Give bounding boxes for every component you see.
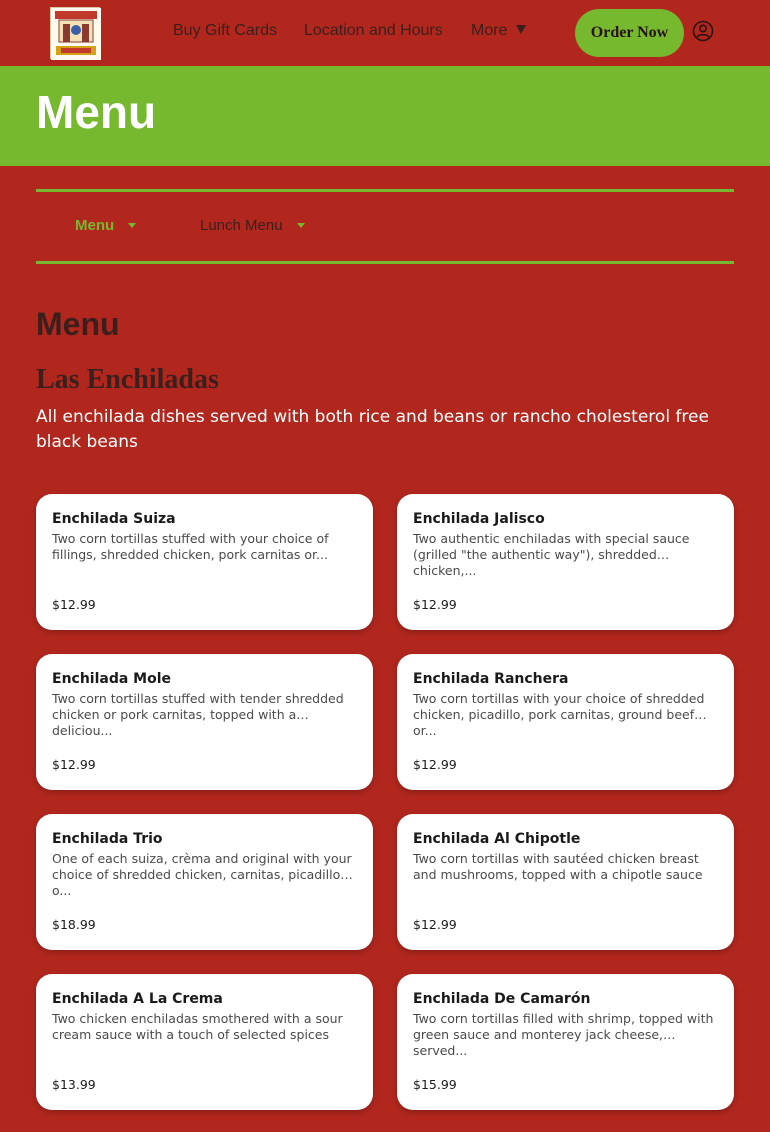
menu-item-description: Two corn tortillas stuffed with tender shredded chicken or pork carnitas, topped with a deliciou... [52,691,344,738]
order-now-button[interactable]: Order Now [575,9,684,57]
menu-item-name: Enchilada Trio [52,831,163,847]
menu-item-name: Enchilada De Camarón [413,991,591,1007]
page-title: Menu [36,86,157,138]
page-hero-banner [0,66,770,166]
menu-item-name: Enchilada Suiza [52,511,176,527]
chevron-down-icon[interactable] [516,25,526,34]
menu-item-description: Two chicken enchiladas smothered with a sour cream sauce with a touch of selected spices [52,1011,343,1042]
tab-menu[interactable] [75,217,136,234]
menu-item-description: Two corn tortillas filled with shrimp, topped with green sauce and monterey jack cheese, served... [413,1011,714,1058]
menu-item-card[interactable] [36,814,373,950]
menu-item-description: Two authentic enchiladas with special sauce (grilled "the authentic way"), shredded chicken,... [413,531,690,578]
menu-item-price: $18.99 [52,917,96,932]
menu-section-title: Menu [36,306,120,342]
menu-item-price: $13.99 [52,1077,96,1092]
caret-down-icon [128,223,136,228]
menu-item-name: Enchilada Jalisco [413,511,545,527]
menu-item-description: Two corn tortillas with your choice of shredded chicken, picadillo, pork carnitas, ground beef or... [413,691,705,738]
menu-item-price: $12.99 [413,917,457,932]
caret-down-icon [297,223,305,228]
category-description: All enchilada dishes served with both rice and beans or rancho cholesterol free black beans [36,407,709,452]
menu-item-card[interactable] [397,814,734,950]
menu-item-description: Two corn tortillas stuffed with your choice of fillings, shredded chicken, pork carnitas or... [52,531,329,562]
user-circle-icon[interactable] [692,20,714,42]
menu-tabs [36,189,734,264]
top-navigation-bar [0,0,770,66]
menu-item-card[interactable] [397,494,734,630]
menu-item-name: Enchilada Al Chipotle [413,831,581,847]
category-title: Las Enchiladas [36,364,219,395]
menu-item-description: One of each suiza, crèma and original with your choice of shredded chicken, carnitas, picadillo o... [52,851,352,898]
menu-item-card[interactable] [36,974,373,1110]
menu-item-price: $12.99 [52,757,96,772]
menu-item-card[interactable] [36,654,373,790]
menu-item-price: $12.99 [413,757,457,772]
restaurant-logo[interactable] [50,7,100,59]
tab-lunch-menu[interactable] [200,217,305,234]
menu-items-grid [36,494,734,1110]
menu-item-card[interactable] [397,974,734,1110]
nav-buy-gift-cards[interactable]: Buy Gift Cards [173,22,278,39]
menu-item-name: Enchilada A La Crema [52,991,223,1007]
menu-item-description: Two corn tortillas with sautéed chicken breast and mushrooms, topped with a chipotle sauce [413,851,703,882]
menu-item-price: $12.99 [413,597,457,612]
nav-location-and-hours[interactable]: Location and Hours [304,22,443,39]
nav-more[interactable]: More [471,22,508,39]
menu-item-card[interactable] [36,494,373,630]
tab-lunch-menu-label: Lunch Menu [200,217,283,234]
menu-item-card[interactable] [397,654,734,790]
menu-item-price: $15.99 [413,1077,457,1092]
menu-item-price: $12.99 [52,597,96,612]
tab-menu-label: Menu [75,217,115,234]
menu-item-name: Enchilada Mole [52,671,172,687]
menu-item-name: Enchilada Ranchera [413,671,569,687]
